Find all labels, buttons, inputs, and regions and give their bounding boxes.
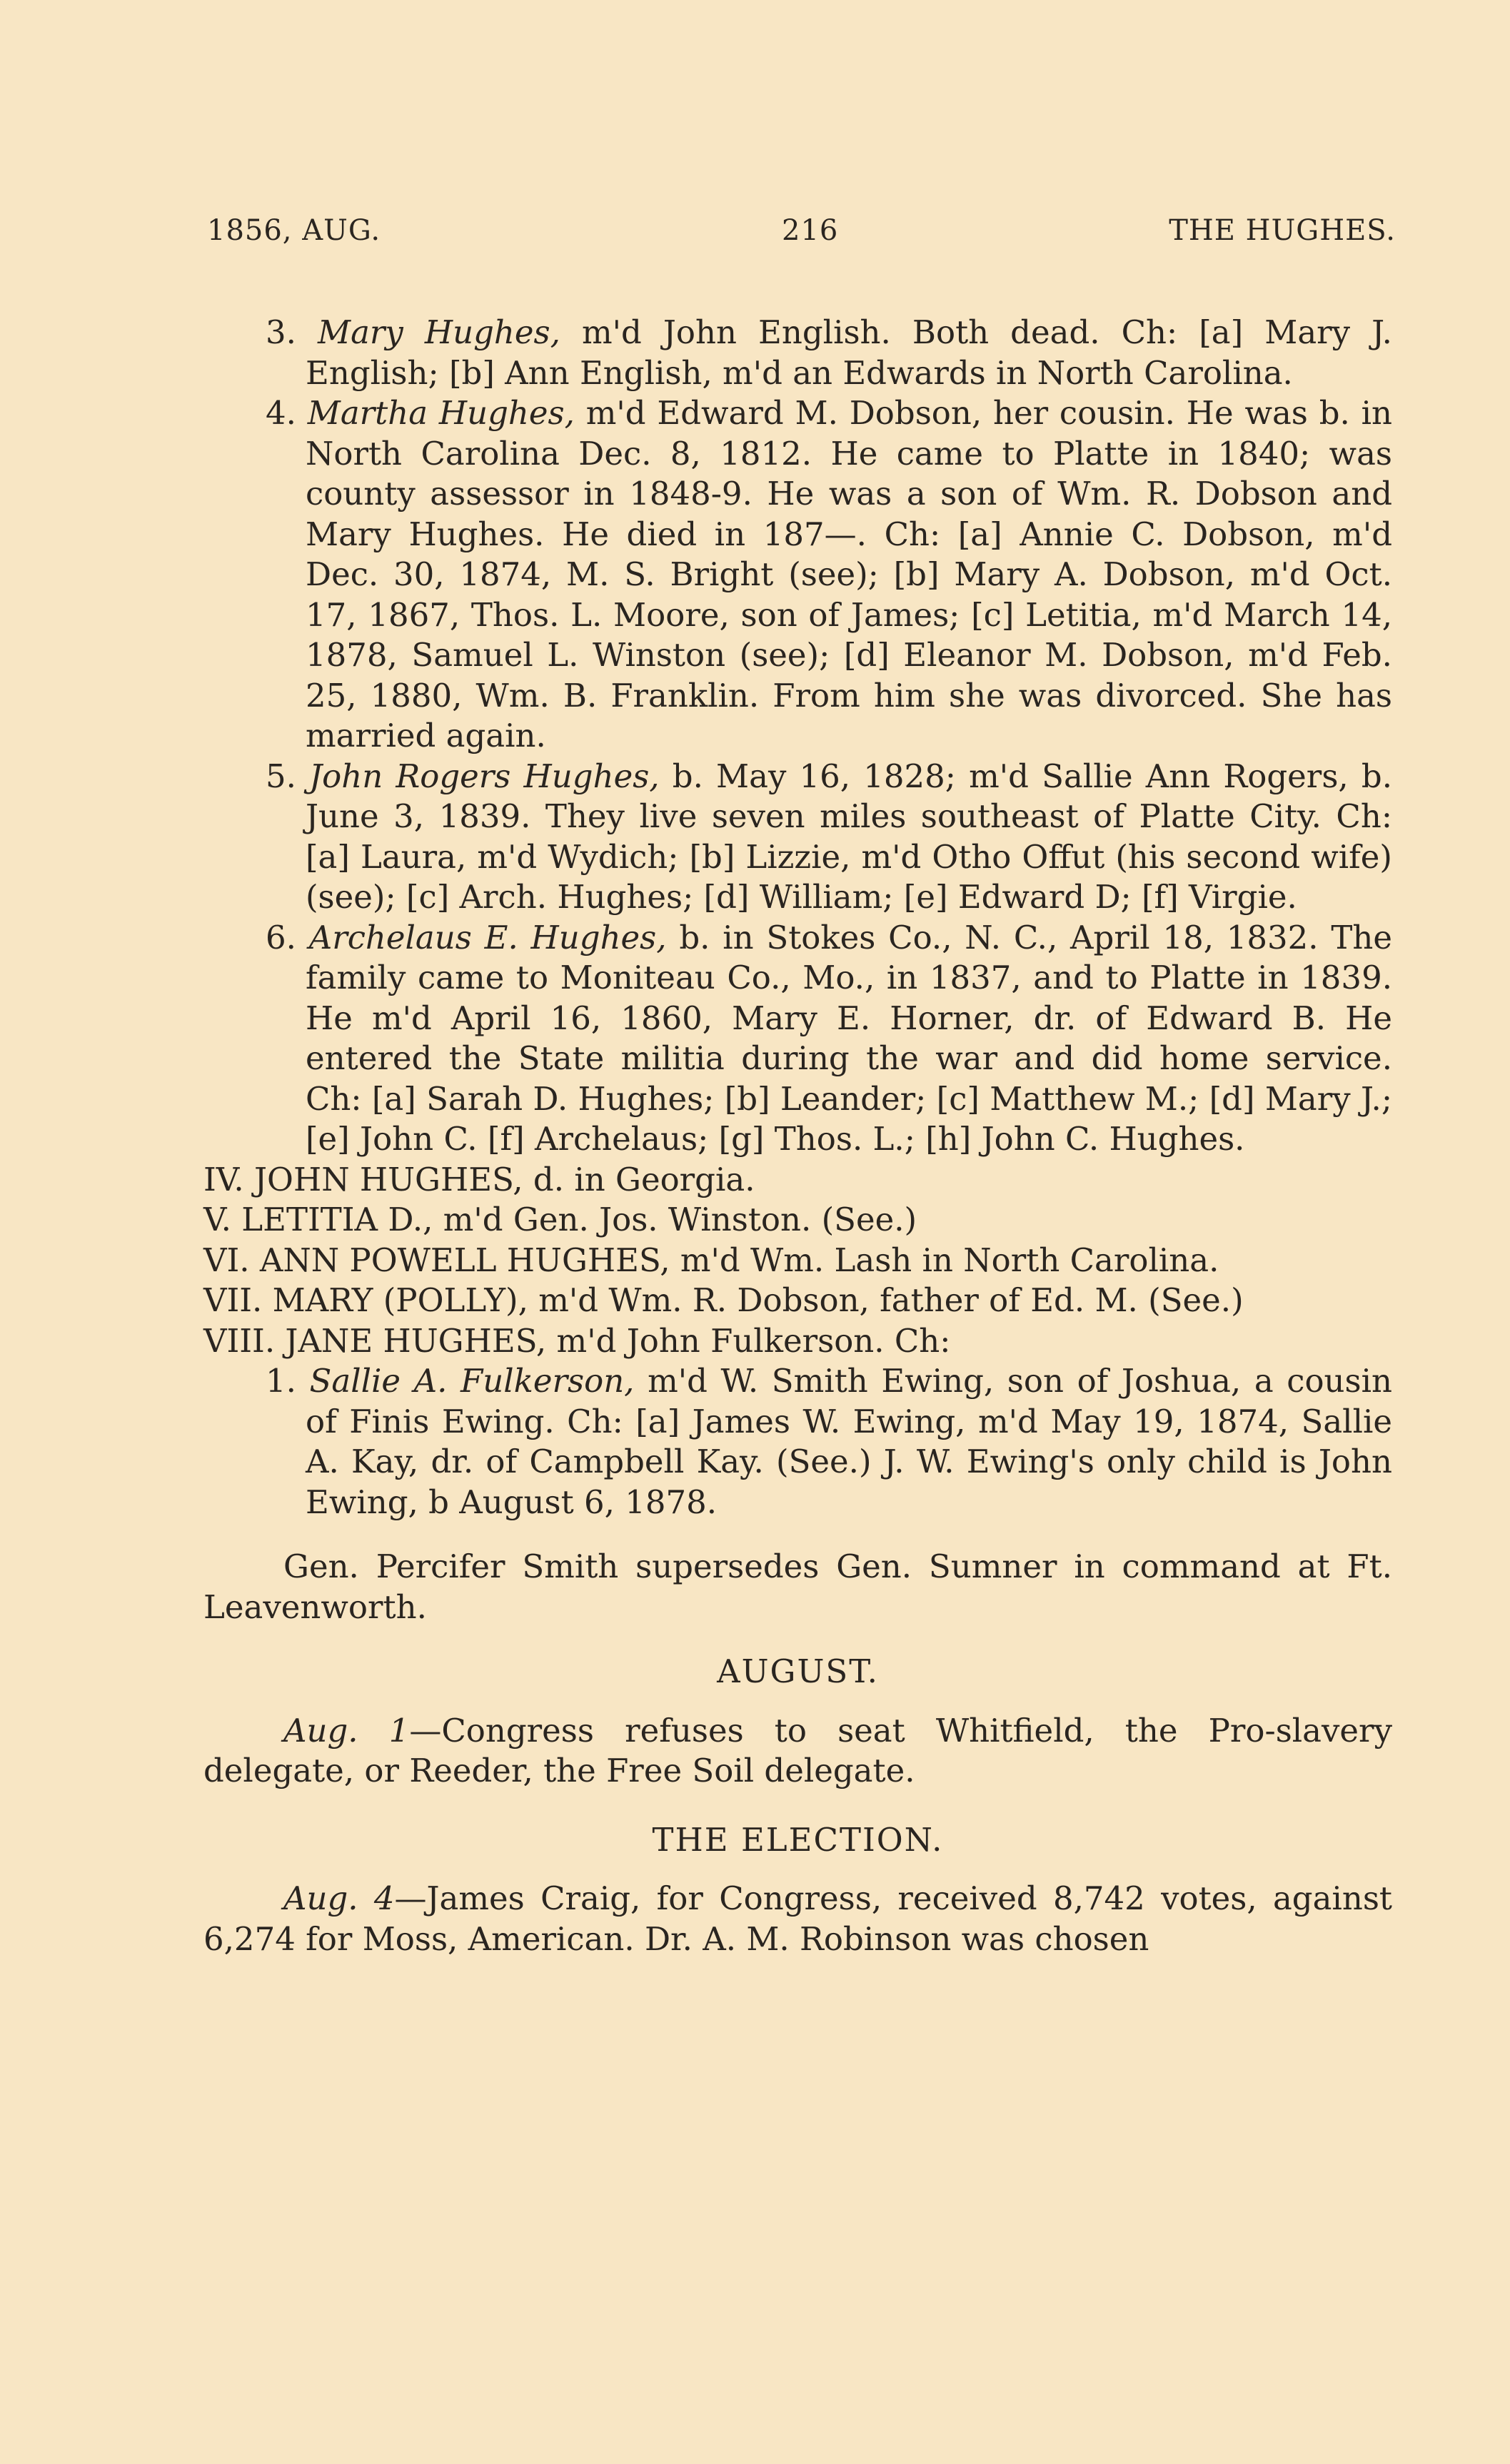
entry-text: b. in Stokes Co., N. C., April 18, 1832. The family came to Moniteau Co., Mo., in 1837, and to Platte in 1839. He m'd April 16, 1860, Mary E. Horner, dr. of Edward B. He entered the State militia during the war and did home service. Ch: [a] Sarah D. Hughes; [b] Leander; [c] Matthew M.; [d] Mary J.; [e] John C. [f] Archelaus; [g] Thos. L.; [h] John C. Hughes. bbox=[306, 918, 1393, 1158]
entry-number: 6. bbox=[266, 918, 296, 956]
entry-name: Mary Hughes, bbox=[318, 313, 560, 351]
running-header bbox=[207, 214, 1396, 250]
entry-john-rogers-hughes bbox=[203, 757, 1392, 918]
entry-date: Aug. 1 bbox=[283, 1711, 410, 1749]
entry-viii: VIII. JANE HUGHES, m'd John Fulkerson. Ch: bbox=[203, 1321, 951, 1360]
entry-text: m'd W. Smith Ewing, son of Joshua, a cousin of Finis Ewing. Ch: [a] James W. Ewing, m'd May 19, 1874, Sallie A. Kay, dr. of Campbell Kay. (See.) J. W. Ewing's only child is John Ewing, b August 6, 1878. bbox=[306, 1362, 1392, 1521]
entry-martha-hughes bbox=[203, 393, 1392, 757]
entry-number: 5. bbox=[266, 757, 296, 795]
entry-name: Archelaus E. Hughes, bbox=[308, 918, 667, 956]
page-number: 216 bbox=[782, 214, 839, 247]
entry-number: 3. bbox=[266, 313, 296, 351]
entry-name: Sallie A. Fulkerson, bbox=[309, 1362, 635, 1400]
entry-number: 4. bbox=[266, 394, 296, 432]
entry-name: Martha Hughes, bbox=[307, 394, 575, 432]
entry-name: John Rogers Hughes, bbox=[309, 757, 660, 795]
entry-vii: VII. MARY (POLLY), m'd Wm. R. Dobson, father of Ed. M. (See.) bbox=[203, 1281, 1244, 1319]
entry-text: —James Craig, for Congress, received 8,742 votes, against 6,274 for Moss, American. Dr. A. M. Robinson was chosen bbox=[203, 1879, 1392, 1958]
entry-text: b. May 16, 1828; m'd Sallie Ann Rogers, b. June 3, 1839. They live seven miles southeast of Platte City. Ch: [a] Laura, m'd Wydich; [b] Lizzie, m'd Otho Offut (his second wife) (see); [c] Arch. Hughes; [d] William; [e] Edward D; [f] Virgie. bbox=[306, 757, 1392, 916]
entry-sallie-fulkerson bbox=[203, 1361, 1392, 1523]
entry-mary-hughes bbox=[203, 313, 1392, 393]
paragraph-aug-4 bbox=[203, 1879, 1392, 1959]
section-heading-election: THE ELECTION. bbox=[652, 1820, 944, 1859]
entry-text: —Congress refuses to seat Whitfield, the Pro-slavery delegate, or Reeder, the Free Soil delegate. bbox=[203, 1711, 1392, 1789]
entry-text: m'd Edward M. Dobson, her cousin. He was b. in North Carolina Dec. 8, 1812. He came to Platte in 1840; was county assessor in 1848-9. He was a son of Wm. R. Dobson and Mary Hughes. He died in 187—. Ch: [a] Annie C. Dobson, m'd Dec. 30, 1874, M. S. Bright (see); [b] Mary A. Dobson, m'd Oct. 17, 1867, Thos. L. Moore, son of James; [c] Letitia, m'd March 14, 1878, Samuel L. Winston (see); [d] Eleanor M. Dobson, m'd Feb. 25, 1880, Wm. B. Franklin. From him she was divorced. She has married again. bbox=[306, 394, 1392, 754]
page-body bbox=[203, 313, 1392, 1959]
entry-text: m'd John English. Both dead. Ch: [a] Mary J. English; [b] Ann English, m'd an Edwards in North Carolina. bbox=[306, 313, 1392, 392]
entry-v: V. LETITIA D., m'd Gen. Jos. Winston. (See.) bbox=[203, 1201, 917, 1238]
entry-archelaus-hughes bbox=[203, 918, 1392, 1160]
entry-iv: IV. JOHN HUGHES, d. in Georgia. bbox=[203, 1160, 755, 1198]
entry-vi: VI. ANN POWELL HUGHES, m'd Wm. Lash in North Carolina. bbox=[203, 1241, 1219, 1279]
paragraph-aug-1 bbox=[203, 1711, 1392, 1792]
entry-date: Aug. 4 bbox=[283, 1879, 395, 1917]
header-date: 1856, AUG. bbox=[207, 214, 381, 247]
entry-number: 1. bbox=[266, 1362, 296, 1400]
section-heading-august: AUGUST. bbox=[717, 1652, 879, 1690]
header-title: THE HUGHES. bbox=[1169, 214, 1396, 247]
paragraph-smith: Gen. Percifer Smith supersedes Gen. Sumner in command at Ft. Leavenworth. bbox=[203, 1547, 1392, 1626]
